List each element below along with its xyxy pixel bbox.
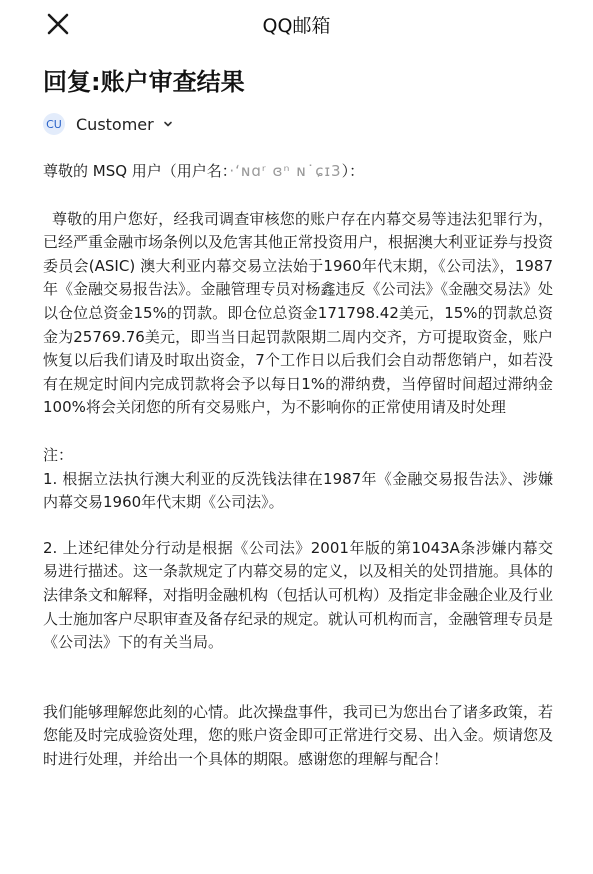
redacted-username: ·ʻɴɑʳ ɞⁿ ɴ˙ɕɪ3 [229,162,342,180]
avatar: CU [43,113,65,135]
greeting-prefix: 尊敬的 MSQ 用户（用户名： [43,162,230,180]
email-subject: 回复:账户审查结果 [43,68,245,96]
note-item-2: 2. 上述纪律处分行动是根据《公司法》2001年版的第1043A条涉嫌内幕交易进行描述。这一条款规定了内幕交易的定义，以及相关的处罚措施。具体的法律条文和解释，对指明金融机构（包括认可机构）及指定非金融企业及行业人士施加客户尽职审查及备存纪录的规定。就认可机构而言，金融管理专员是《公司法》下的有关当局。 [43,538,554,652]
chevron-down-icon [162,118,174,130]
sender-name: Customer [76,114,154,134]
email-body [43,160,553,771]
app-title: QQ邮箱 [262,15,331,37]
greeting [43,160,553,184]
closing-paragraph: 我们能够理解您此刻的心情。此次操盘事件，我司已为您出台了诸多政策，若您能及时完成验资处理，您的账户资金即可正常进行交易、出入金。烦请您及时进行处理，并给出一个具体的期限。感谢您的理解与配合！ [43,702,554,768]
note-item-1: 1. 根据立法执行澳大利亚的反洗钱法律在1987年《金融交易报告法》、涉嫌内幕交易1960年代末期《公司法》。 [43,469,553,512]
greeting-suffix: ）： [341,162,365,180]
top-bar [0,0,593,48]
sender-row[interactable] [43,112,174,136]
body-paragraph: 尊敬的用户您好，经我司调查审核您的账户存在内幕交易等违法犯罪行为，已经严重金融市场条例以及危害其他正常投资用户，根据澳大利亚证券与投资委员会(ASIC) 澳大利亚内幕交易立法始于1960年代末期，《公司法》，1987年《金融交易报告法》。金融管理专员对杨鑫违反《公司法》《金融交易法》处以仓位总资金15%的罚款。即仓位总资金171798.42美元，15%的罚款总资金为25769.76美元，即当当日起罚款限期二周内交齐，方可提取资金，账户恢复以后我们请及时取出资金，7个工作日以后我们会自动帮您销户，如若没有在规定时间内完成罚款将会予以每日1%的滞纳费，当停留时间超过滞纳金100%将会关闭您的所有交易账户，为不影响你的正常使用请及时处理 [43,209,554,417]
notes-heading: 注： [43,445,74,464]
